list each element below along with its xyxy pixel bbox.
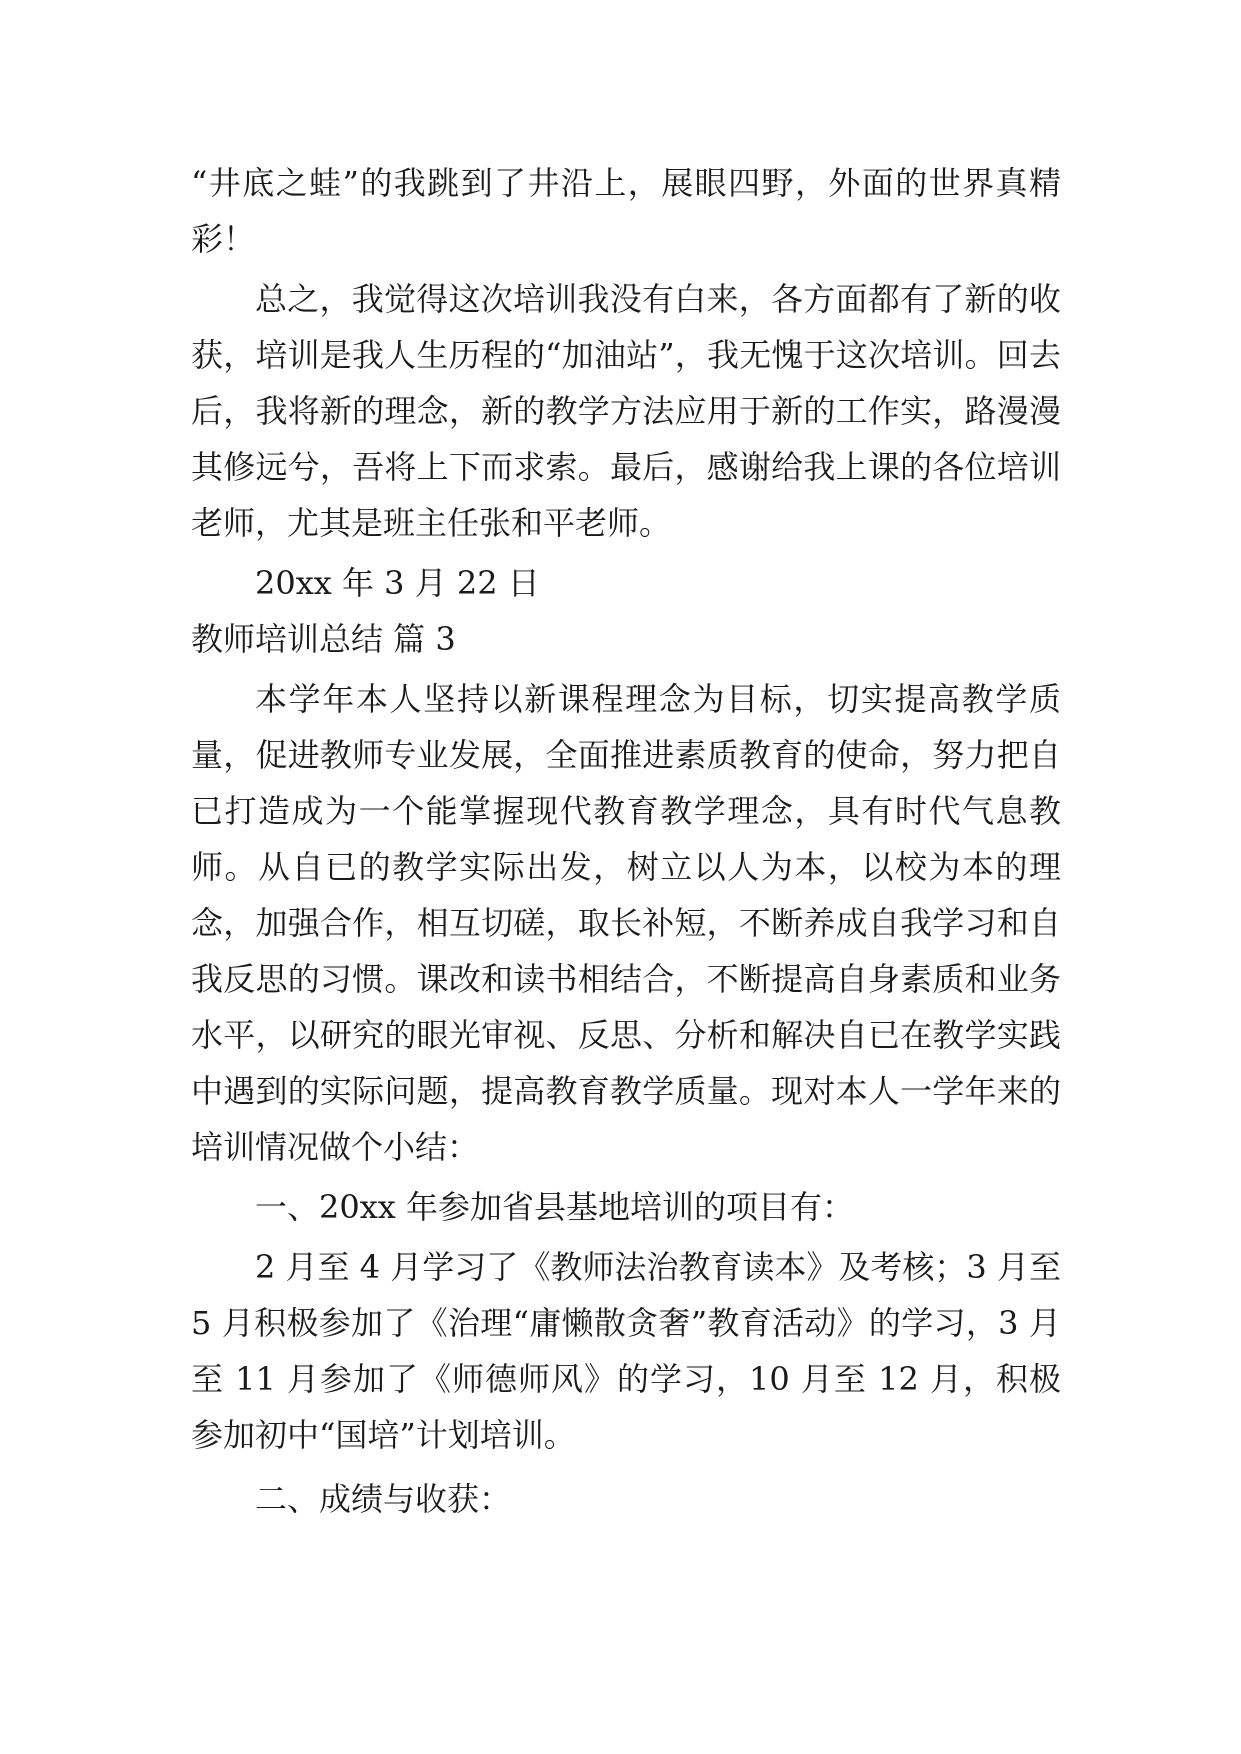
paragraph-section-one: 一、20xx 年参加省县基地培训的项目有： — [255, 1188, 854, 1226]
paragraph-summary: 总之，我觉得这次培训我没有白来，各方面都有了新的收获，培训是我人生历程的“加油站”，我无愧于这次培训。回去后，我将新的理念，新的教学方法应用于新的工作实，路漫漫其修远兮，吾将上下而求索。最后，感谢给我上课的各位培训老师，尤其是班主任张和平老师。 — [191, 280, 1061, 542]
section-heading: 教师培训总结 篇 3 — [191, 620, 456, 658]
document-body — [191, 155, 1061, 1527]
paragraph-continued: “井底之蛙”的我跳到了井沿上，展眼四野，外面的世界真精彩！ — [191, 164, 1061, 258]
paragraph-date: 20xx 年 3 月 22 日 — [255, 564, 540, 602]
paragraph-section-two: 二、成绩与收获： — [255, 1480, 512, 1518]
paragraph-intro: 本学年本人坚持以新课程理念为目标，切实提高教学质量，促进教师专业发展，全面推进素质教育的使命，努力把自已打造成为一个能掌握现代教育教学理念，具有时代气息教师。从自已的教学实际出发，树立以人为本，以校为本的理念，加强合作，相互切磋，取长补短，不断养成自我学习和自我反思的习惯。课改和读书相结合，不断提高自身素质和业务水平，以研究的眼光审视、反思、分析和解决自已在教学实践中遇到的实际问题，提高教育教学质量。现对本人一学年来的培训情况做个小结： — [191, 680, 1061, 1166]
paragraph-training-items: 2 月至 4 月学习了《教师法治教育读本》及考核；3 月至 5 月积极参加了《治理“庸懒散贪奢”教育活动》的学习，3 月至 11 月参加了《师德师风》的学习，10 月至 12 月，积极参加初中“国培”计划培训。 — [191, 1248, 1061, 1454]
